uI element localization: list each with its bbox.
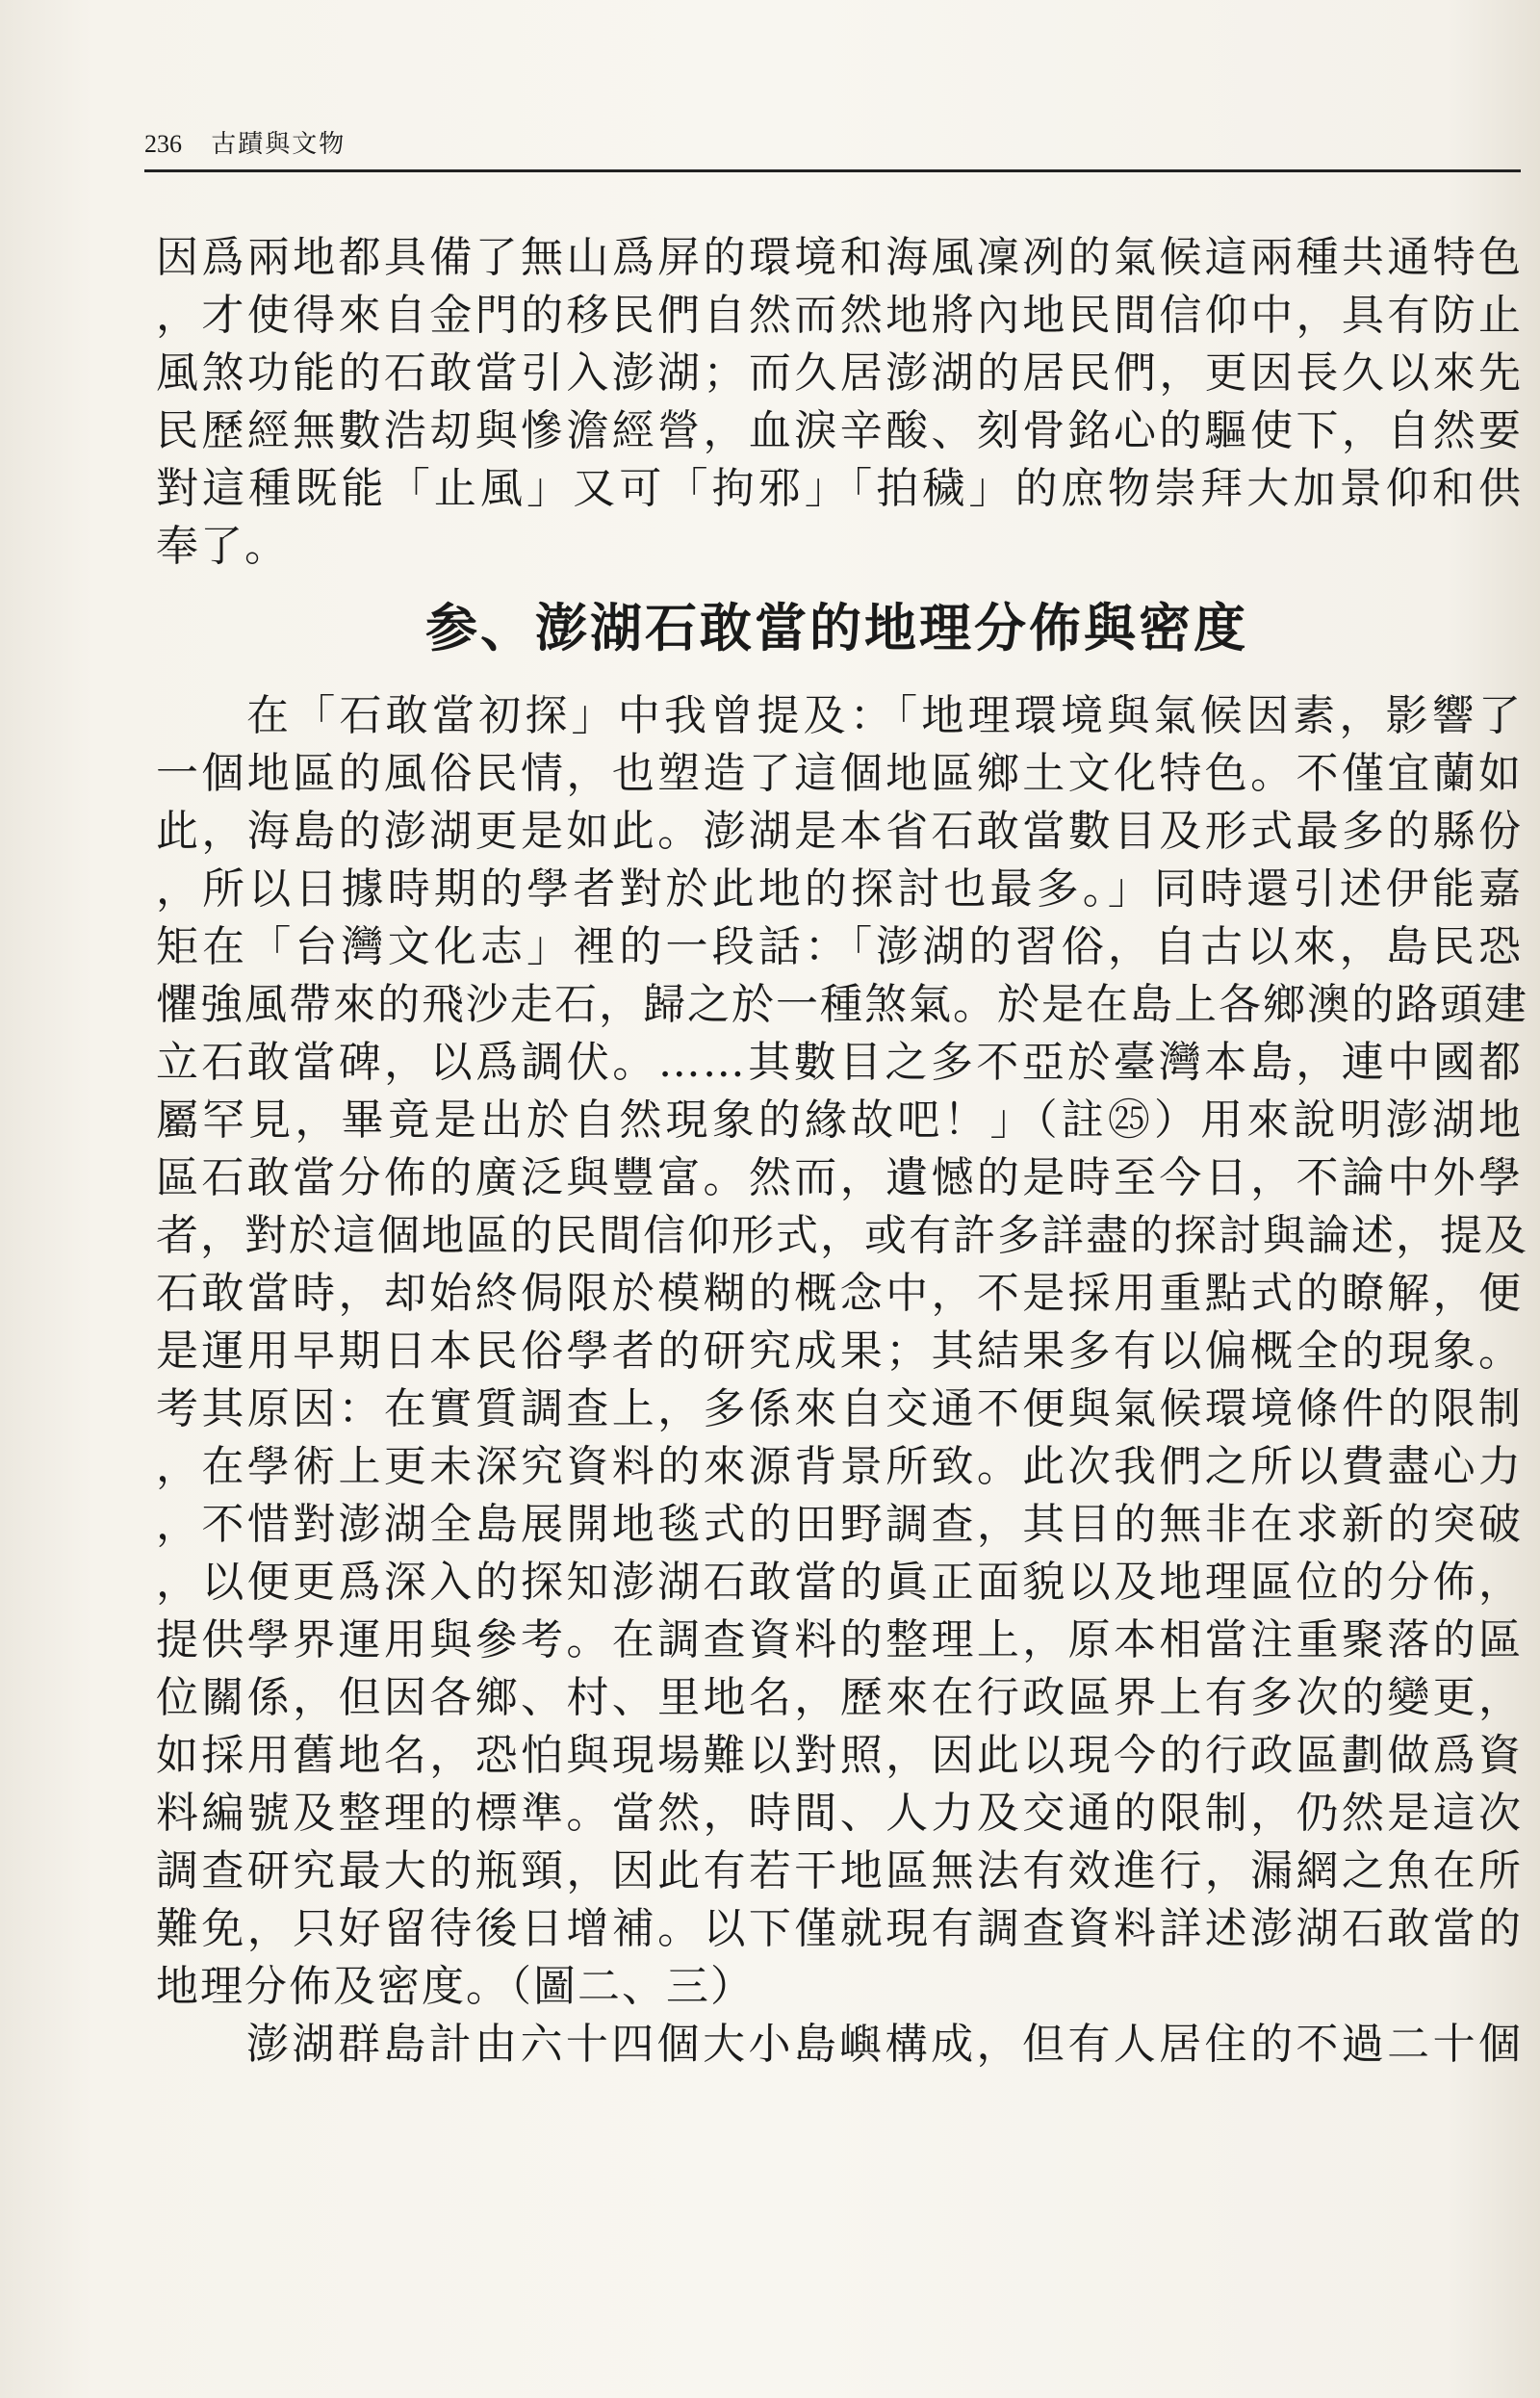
text-line: 石敢當時，却始終侷限於模糊的概念中，不是採用重點式的瞭解，便 <box>156 1269 1523 1318</box>
text-line: ，以便更爲深入的探知澎湖石敢當的眞正面貌以及地理區位的分佈， <box>156 1558 1523 1607</box>
text-line: 提供學界運用與參考。在調查資料的整理上，原本相當注重聚落的區 <box>156 1615 1523 1664</box>
text-line: 區石敢當分佈的廣泛與豐富。然而，遺憾的是時至今日，不論中外學 <box>156 1153 1523 1202</box>
text-line: ，所以日據時期的學者對於此地的探討也最多。」同時還引述伊能嘉 <box>156 864 1523 914</box>
text-line: 對這種既能「止風」又可「拘邪」「拍穢」的庶物崇拜大加景仰和供 <box>156 464 1523 513</box>
body-text <box>156 229 1528 2074</box>
text-line: 難免，只好留待後日增補。以下僅就現有調查資料詳述澎湖石敢當的 <box>156 1904 1523 1953</box>
text-line: ，在學術上更未深究資料的來源背景所致。此次我們之所以費盡心力 <box>156 1442 1523 1491</box>
text-line: 如採用舊地名，恐怕與現場難以對照，因此以現今的行政區劃做爲資 <box>156 1731 1523 1780</box>
text-line: 一個地區的風俗民情，也塑造了這個地區鄉土文化特色。不僅宜蘭如 <box>156 749 1523 798</box>
text-line: 奉了。 <box>156 522 289 571</box>
paragraph-3 <box>156 2016 1523 2074</box>
text-line: 因爲兩地都具備了無山爲屏的環境和海風凜冽的氣候這兩種共通特色 <box>156 233 1523 282</box>
text-line: 民歷經無數浩刧與慘澹經營，血淚辛酸、刻骨銘心的驅使下，自然要 <box>156 406 1523 455</box>
text-line: 此，海島的澎湖更是如此。澎湖是本省石敢當數目及形式最多的縣份 <box>156 807 1523 856</box>
text-line: 風煞功能的石敢當引入澎湖；而久居澎湖的居民們，更因長久以來先 <box>156 348 1523 398</box>
paragraph-2 <box>156 687 1528 2016</box>
text-line: 是運用早期日本民俗學者的研究成果；其結果多有以偏概全的現象。 <box>156 1327 1523 1376</box>
text-line: ，不惜對澎湖全島展開地毯式的田野調查，其目的無非在求新的突破 <box>156 1500 1523 1549</box>
text-line: 立石敢當碑，以爲調伏。……其數目之多不亞於臺灣本島，連中國都 <box>156 1038 1523 1087</box>
text-line: 矩在「台灣文化志」裡的一段話：「澎湖的習俗，自古以來，島民恐 <box>156 922 1523 971</box>
text-line: 屬罕見，畢竟是出於自然現象的緣故吧！」（註㉕）用來說明澎湖地 <box>156 1096 1523 1145</box>
text-line: 位關係，但因各鄉、村、里地名，歷來在行政區界上有多次的變更， <box>156 1673 1523 1722</box>
text-line: 地理分佈及密度。（圖二、三） <box>156 1962 755 2011</box>
section-heading: 参、澎湖石敢當的地理分佈與密度 <box>425 598 1248 658</box>
paragraph-1 <box>156 229 1523 576</box>
text-line: 考其原因：在實質調查上，多係來自交通不便與氣候環境條件的限制 <box>156 1384 1523 1433</box>
text-line: 料編號及整理的標準。當然，時間、人力及交通的限制，仍然是這次 <box>156 1789 1523 1838</box>
page-number: 236 <box>144 130 182 158</box>
text-line: ，才使得來自金門的移民們自然而然地將內地民間信仰中，具有防止 <box>156 291 1523 340</box>
text-line: 澎湖群島計由六十四個大小島嶼構成，但有人居住的不過二十個 <box>246 2020 1523 2069</box>
text-line: 者，對於這個地區的民間信仰形式，或有許多詳盡的探討與論述，提及 <box>156 1211 1528 1260</box>
book-title: 古蹟與文物 <box>211 130 346 159</box>
text-line: 調查研究最大的瓶頸，因此有若干地區無法有效進行，漏網之魚在所 <box>156 1846 1523 1895</box>
text-line: 在「石敢當初探」中我曾提及：「地理環境與氣候因素，影響了 <box>246 691 1523 740</box>
text-line: 懼強風帶來的飛沙走石，歸之於一種煞氣。於是在島上各鄉澳的路頭建 <box>156 980 1528 1029</box>
running-header <box>144 125 1521 172</box>
